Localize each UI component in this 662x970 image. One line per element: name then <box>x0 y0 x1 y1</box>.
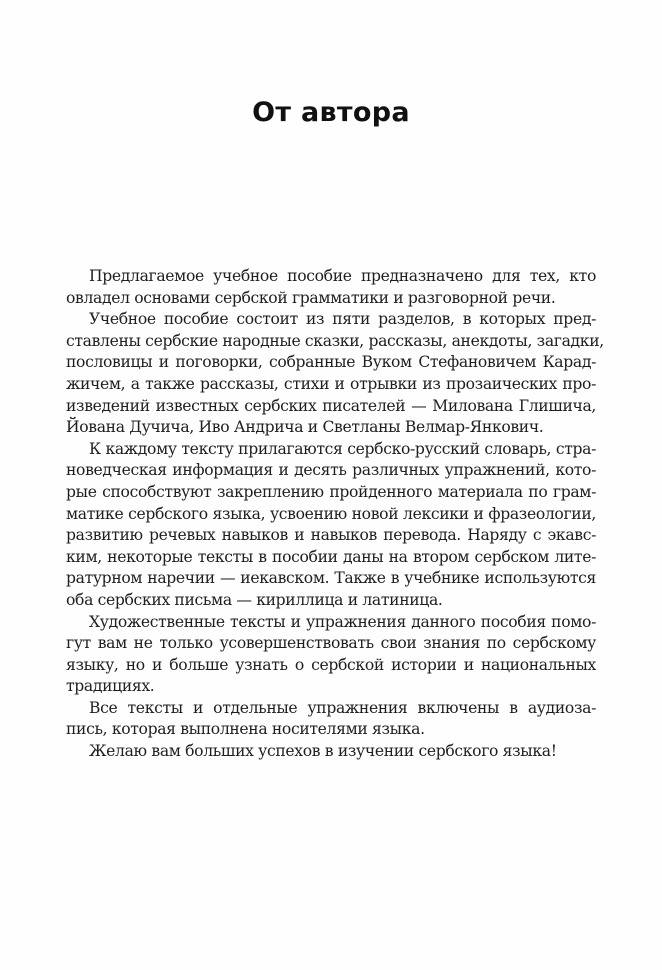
text-line: гут вам не только усовершенствовать свои знания по сербскому <box>66 634 596 653</box>
text-line: ставлены сербские народные сказки, рассказы, анекдоты, загадки, <box>66 331 604 350</box>
text-line: Учебное пособие состоит из пяти разделов, в которых пред- <box>89 310 596 329</box>
paragraph <box>66 741 596 763</box>
paragraph <box>66 266 596 309</box>
paragraph <box>66 698 596 741</box>
text-line: Предлагаемое учебное пособие предназначено для тех, кто <box>89 267 596 285</box>
text-line: ким, некоторые тексты в пособии даны на втором сербском лите- <box>66 547 596 566</box>
text-line: новедческая информация и десять различных упражнений, кото- <box>66 461 596 480</box>
paragraph <box>66 309 604 439</box>
text-line: К каждому тексту прилагаются сербско-русский словарь, стра- <box>89 439 596 458</box>
text-line: матике сербского языка, усвоению новой лексики и фразеологии, <box>66 504 596 523</box>
paragraph <box>66 439 596 612</box>
text-line: пословицы и поговорки, собранные Вуком Стефановичем Карад- <box>66 353 596 372</box>
text-line: овладел основами сербской грамматики и разговорной речи. <box>66 288 556 307</box>
text-line: Йована Дучича, Иво Андрича и Светланы Велмар-Янкович. <box>66 418 544 437</box>
text-line: жичем, а также рассказы, стихи и отрывки из прозаических про- <box>66 374 596 393</box>
text-line: оба сербских письма — кириллица и латиница. <box>66 590 443 609</box>
document-body <box>66 266 604 763</box>
text-line: Желаю вам больших успехов в изучении сербского языка! <box>89 742 557 761</box>
page-title: От автора <box>252 97 410 128</box>
text-line: традициях. <box>66 677 155 696</box>
text-line: рые способствуют закреплению пройденного материала по грам- <box>66 482 596 501</box>
text-line: изведений известных сербских писателей — Милована Глишича, <box>66 396 596 415</box>
text-line: развитию речевых навыков и навыков перевода. Наряду с экавс- <box>66 526 596 545</box>
text-line: пись, которая выполнена носителями языка. <box>66 720 425 739</box>
paragraph <box>66 612 596 698</box>
text-line: языку, но и больше узнать о сербской истории и национальных <box>66 655 596 674</box>
text-line: ратурном наречии — иекавском. Также в учебнике используются <box>66 569 596 588</box>
text-line: Все тексты и отдельные упражнения включены в аудиоза- <box>89 698 596 717</box>
text-line: Художественные тексты и упражнения данного пособия помо- <box>89 612 596 631</box>
